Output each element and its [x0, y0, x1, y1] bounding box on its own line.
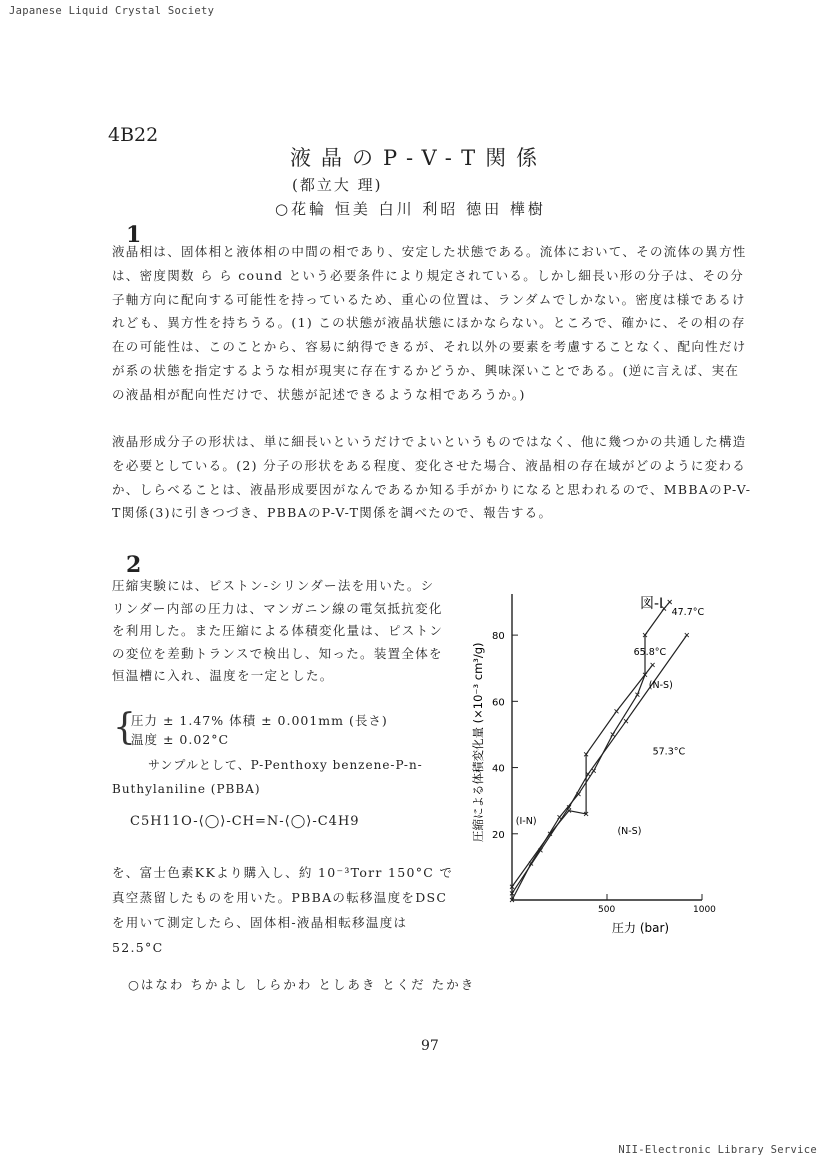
y-tick-label-3: 80 — [492, 631, 505, 643]
pvt-chart — [462, 582, 722, 942]
paragraph-4: を、富士色素KKより購入し、約 10⁻³Torr 150°C で真空蒸留したものを用いた。PBBAの転移温度をDSCを用いて測定したら、固体相-液晶相転移温度は 52.5°C — [112, 865, 454, 955]
paragraph-1: 液晶相は、固体相と液体相の中間の相であり、安定した状態である。流体において、その流体の異方性は、密度関数 ら ら cound という必要条件により規定されている。しかし細長い形の分子は、その分子軸方向に配向する可能性を持っているため、重心の位置は、ランダムでしかない。密度は様であるけれども、異方性を持ちうる。(1) この状態が液晶状態にほかならない。ところで、確かに、その相の存在の可能性は、このことから、容易に納得できるが、それ以外の要素を考慮することなく、配向性だけが系の状態を指定するような相が現実に存在するかどうか、興味深いことである。(逆に言えば、実在の液晶相が配向性だけで、状態が記述できるような相であろうか。) — [112, 244, 747, 402]
series-2-point-6 — [651, 663, 655, 667]
sample-description — [112, 753, 462, 801]
author-reading-footnote: ○はなわ ちかよし しらかわ としあき とくだ たかき — [128, 977, 476, 992]
section-2-heading: 2 — [126, 552, 142, 578]
authors: ○花輪 恒美 白川 利昭 徳田 樺樹 — [275, 200, 546, 218]
series-1-point-4 — [624, 719, 628, 723]
x-axis-label: 圧力 (bar) — [612, 921, 670, 935]
annotation-5: (N-S) — [617, 825, 642, 837]
annotation-4: (I-N) — [515, 815, 537, 827]
y-axis-label: 圧縮による体積変化量 (×10⁻³ cm³/g) — [471, 642, 485, 842]
figure-caption: 図-I — [640, 596, 664, 612]
series-2-point-5 — [615, 709, 619, 713]
nii-footer: NII-Electronic Library Service — [618, 1144, 817, 1156]
measurement-conditions — [113, 707, 388, 749]
chart-annotations — [516, 607, 705, 837]
page-number: 97 — [421, 1038, 439, 1054]
affiliation: (都立大 理) — [292, 176, 383, 194]
y-tick-label-0: 20 — [492, 829, 505, 841]
y-tick-label-1: 40 — [492, 763, 505, 775]
series-0-point-4 — [592, 769, 596, 773]
series-1-point-5 — [685, 633, 689, 637]
paper-code: 4B22 — [108, 124, 159, 146]
paragraph-3: 圧縮実験には、ピストン-シリンダー法を用いた。シリンダー内部の圧力は、マンガニン線の電気抵抗変化を利用した。また圧縮による体積変化量は、ピストンの変位を差動トランスで検出し、知った。装置全体を恒温槽に入れ、温度を一定とした。 — [112, 578, 444, 683]
series-0-point-5 — [611, 732, 615, 736]
chemical-formula: C5H11O-⟨◯⟩-CH=N-⟨◯⟩-C4H9 — [130, 814, 360, 829]
annotation-1: 65.8°C — [633, 646, 667, 658]
series-line-2 — [512, 665, 653, 887]
x-tick-label-1: 1000 — [693, 905, 716, 915]
annotation-3: (N-S) — [648, 680, 673, 692]
condition-temperature: 温度 ± 0.02°C — [131, 732, 230, 747]
series-0-point-10 — [668, 600, 672, 604]
condition-pressure: 圧力 ± 1.47% 体積 ± 0.001mm (長さ) — [131, 713, 388, 728]
series-line-1 — [512, 635, 687, 893]
annotation-0: 47.7°C — [671, 607, 705, 619]
sample-line-2: Buthylaniline (PBBA) — [112, 782, 261, 796]
paper-title: 液晶のP-V-T関係 — [290, 146, 548, 170]
brace: { — [113, 707, 137, 748]
sample-line-1: サンプルとして、P-Penthoxy benzene-P-n- — [148, 758, 423, 772]
section-1-heading: 1 — [126, 222, 142, 248]
society-header: Japanese Liquid Crystal Society — [9, 5, 215, 17]
x-tick-label-0: 500 — [598, 905, 616, 915]
paragraph-2: 液晶形成分子の形状は、単に細長いというだけでよいというものではなく、他に幾つかの共通した構造を必要としている。(2) 分子の形状をある程度、変化させた場合、液晶相の存在域がどのように変わるか、しらべることは、液晶形成要因がなんであるか知る手がかりになると思われるので、MBBAのP-V-T関係(3)に引きつづき、PBBAのP-V-T関係を調べたので、報告する。 — [112, 434, 752, 521]
figure-1 — [462, 582, 722, 946]
annotation-2: 57.3°C — [652, 746, 686, 758]
y-tick-label-2: 60 — [492, 697, 505, 709]
